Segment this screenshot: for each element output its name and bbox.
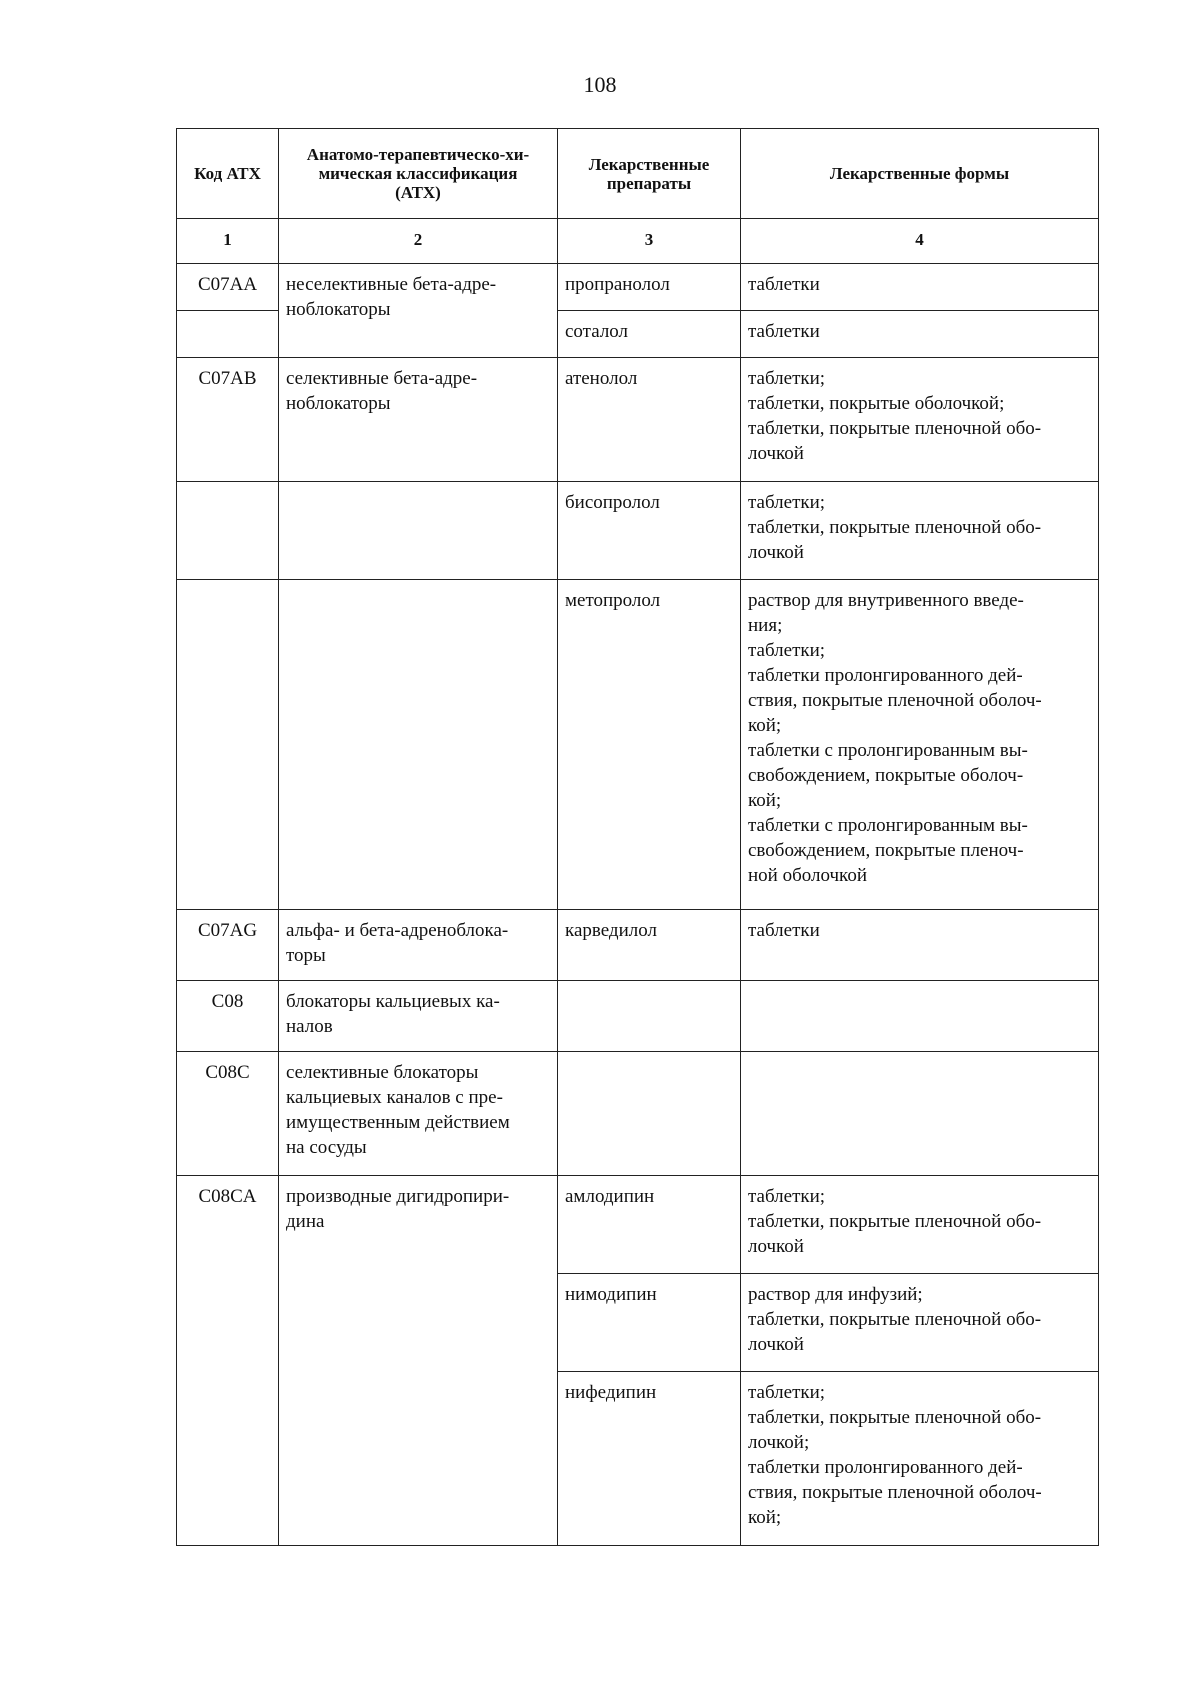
classification-cell [279,1052,558,1176]
header-atx-code: Код АТХ [177,129,279,219]
table-header-row [177,129,1099,219]
drug-cell: нимодипин [558,1274,741,1372]
atx-code-cell [177,311,279,358]
atx-code-cell [177,580,279,910]
text-line: таблетки пролонгированного дей- [748,665,1023,686]
text-line: ствия, покрытые пленочной оболоч- [748,1482,1042,1503]
classification-cell [279,910,558,981]
text-line: дина [286,1211,325,1232]
text-line: селективные блокаторы [286,1062,479,1083]
atx-code-cell: C07AB [177,358,279,482]
drug-cell: карведилол [558,910,741,981]
dosage-forms-cell [741,264,1099,311]
text-line: таблетки; [748,492,826,513]
table-row [177,580,1099,910]
text-line: кой; [748,715,782,736]
text-line: раствор для инфузий; [748,1284,923,1305]
text-line: свобождением, покрытые оболоч- [748,765,1024,786]
text-line: кальциевых каналов с пре- [286,1087,503,1108]
text-line: таблетки с пролонгированным вы- [748,815,1028,836]
drug-cell: соталол [558,311,741,358]
dosage-forms-cell [741,1176,1099,1274]
classification-cell [279,358,558,482]
dosage-forms-cell [741,1274,1099,1372]
table-row [177,1176,1099,1274]
classification-cell [279,580,558,910]
text-line: лочкой [748,443,804,464]
text-line: таблетки; [748,1186,826,1207]
header-dosage-forms: Лекарственные формы [741,129,1099,219]
dosage-forms-cell [741,311,1099,358]
drug-cell: бисопролол [558,482,741,580]
text-line: таблетки [748,274,820,295]
text-line: таблетки пролонгированного дей- [748,1457,1023,1478]
text-line: неселективные бета-адре- [286,274,497,295]
header-text-line: Анатомо-терапевтическо-хи- [306,145,530,164]
text-line: кой; [748,790,782,811]
header-atx-classification [279,129,558,219]
atx-code-cell: C07AA [177,264,279,311]
text-line: ноблокаторы [286,299,391,320]
dosage-forms-cell [741,358,1099,482]
text-line: свобождением, покрытые пленоч- [748,840,1024,861]
classification-cell [279,482,558,580]
atx-code-cell: C08 [177,981,279,1052]
column-number: 2 [279,219,558,264]
text-line: таблетки; [748,1382,826,1403]
text-line: кой; [748,1507,782,1528]
column-number-row [177,219,1099,264]
atx-code-cell: C08CA [177,1176,279,1546]
text-line: ноблокаторы [286,393,391,414]
text-line: имущественным действием [286,1112,510,1133]
text-line: таблетки; [748,368,826,389]
text-line: торы [286,945,326,966]
drug-cell: пропранолол [558,264,741,311]
text-line: таблетки с пролонгированным вы- [748,740,1028,761]
text-line: на сосуды [286,1137,367,1158]
table-row [177,981,1099,1052]
text-line: таблетки, покрытые пленочной обо- [748,418,1042,439]
text-line: лочкой [748,1236,804,1257]
dosage-forms-cell [741,580,1099,910]
classification-cell [279,264,558,358]
text-line: ствия, покрытые пленочной оболоч- [748,690,1042,711]
drug-cell: метопролол [558,580,741,910]
text-line: лочкой [748,1334,804,1355]
atx-code-cell: C07AG [177,910,279,981]
text-line: таблетки, покрытые оболочкой; [748,393,1005,414]
text-line: таблетки; [748,640,826,661]
text-line: таблетки, покрытые пленочной обо- [748,517,1042,538]
classification-cell [279,981,558,1052]
text-line: таблетки [748,321,820,342]
text-line: блокаторы кальциевых ка- [286,991,500,1012]
text-line: таблетки, покрытые пленочной обо- [748,1309,1042,1330]
dosage-forms-cell [741,482,1099,580]
atx-drug-table [176,128,1099,1546]
text-line: ния; [748,615,783,636]
dosage-forms-cell [741,1052,1099,1176]
text-line: таблетки [748,920,820,941]
header-text-line: Лекарственные [588,154,710,174]
drug-cell [558,1052,741,1176]
drug-cell [558,981,741,1052]
page-number: 108 [583,72,617,97]
table-row [177,264,1099,311]
column-number: 4 [741,219,1099,264]
table-row [177,1052,1099,1176]
dosage-forms-cell [741,981,1099,1052]
text-line: налов [286,1016,333,1037]
drug-cell: амлодипин [558,1176,741,1274]
atx-code-cell: C08C [177,1052,279,1176]
dosage-forms-cell [741,910,1099,981]
classification-cell [279,1176,558,1546]
text-line: раствор для внутривенного введе- [748,590,1024,611]
text-line: таблетки, покрытые пленочной обо- [748,1211,1042,1232]
column-number: 1 [177,219,279,264]
atx-code-cell [177,482,279,580]
dosage-forms-cell [741,1372,1099,1546]
text-line: селективные бета-адре- [286,368,478,389]
text-line: производные дигидропири- [286,1186,510,1207]
table-row [177,482,1099,580]
table-row [177,910,1099,981]
header-text-line: (АТХ) [395,183,441,202]
header-text-line: препараты [606,173,692,193]
text-line: альфа- и бета-адреноблока- [286,920,509,941]
header-text-line: мическая классификация [318,164,518,183]
text-line: ной оболочкой [748,865,867,886]
drug-cell: нифедипин [558,1372,741,1546]
column-number: 3 [558,219,741,264]
table-row [177,358,1099,482]
drug-cell: атенолол [558,358,741,482]
text-line: лочкой; [748,1432,810,1453]
text-line: таблетки, покрытые пленочной обо- [748,1407,1042,1428]
header-drugs [558,129,741,219]
text-line: лочкой [748,542,804,563]
